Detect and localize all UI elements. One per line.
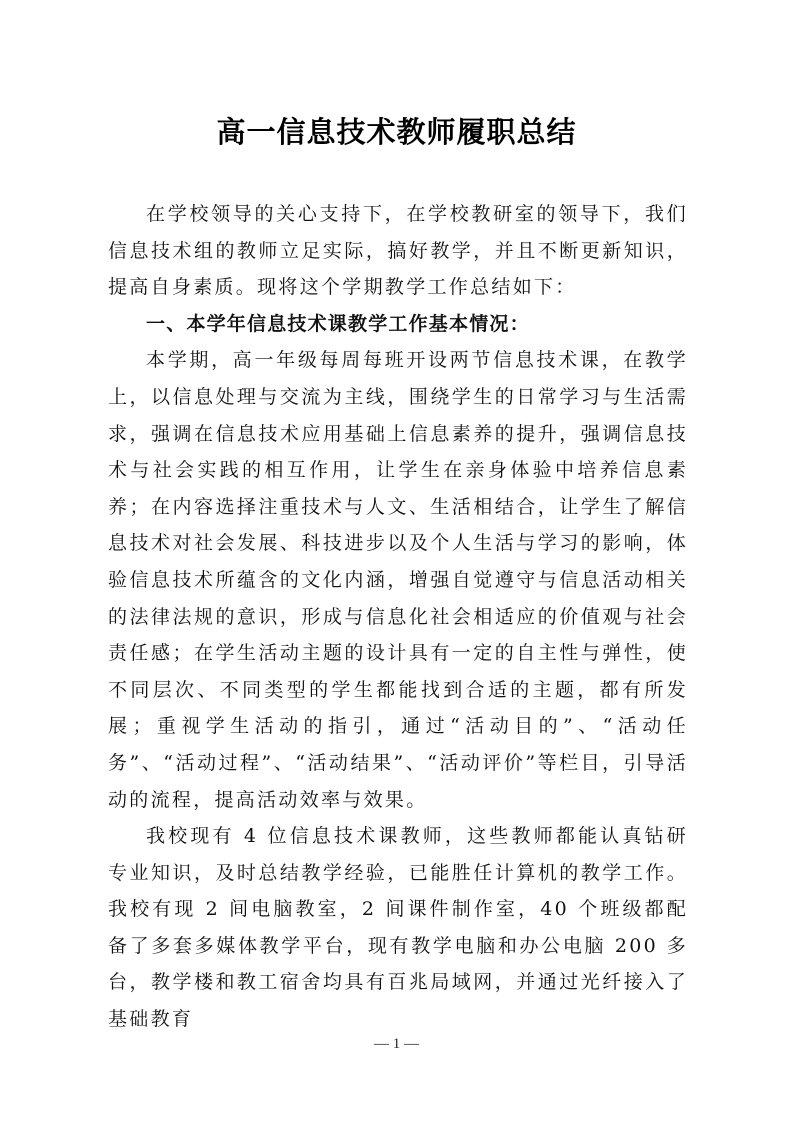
resources-paragraph: 我校现有 4 位信息技术课教师，这些教师都能认真钻研专业知识，及时总结教学经验，已能胜任计算机的教学工作。我校有现 2 间电脑教室，2 间课件制作室，40 个班级都配备了多套多媒体教学平台，现有教学电脑和办公电脑 200 多台，教学楼和教工宿舍均具有百兆局域网，并通过光纤接入了基础教育 (108, 825, 688, 1031)
document-title: 高一信息技术教师履职总结 (216, 115, 577, 149)
document-body (108, 196, 688, 1038)
section-heading: 一、本学年信息技术课教学工作基本情况： (146, 312, 530, 335)
page-number: — 1 — (374, 1036, 419, 1052)
teaching-paragraph: 本学期，高一年级每周每班开设两节信息技术课，在教学上，以信息处理与交流为主线，围绕学生的日常学习与生活需求，强调在信息技术应用基础上信息素养的提升，强调信息技术与社会实践的相互作用，让学生在亲身体验中培养信息素养；在内容选择注重技术与人文、生活相结合，让学生了解信息技术对社会发展、科技进步以及个人生活与学习的影响，体验信息技术所蕴含的文化内涵，增强自觉遵守与信息活动相关的法律法规的意识，形成与信息化社会相适应的价值观与社会责任感；在学生活动主题的设计具有一定的自主性与弹性，使不同层次、不同类型的学生都能找到合适的主题，都有所发展；重视学生活动的指引，通过“活动目的”、“活动任务”、“活动过程”、“活动结果”、“活动评价”等栏目，引导活动的流程，提高活动效率与效果。 (108, 349, 688, 811)
intro-paragraph: 在学校领导的关心支持下，在学校教研室的领导下，我们信息技术组的教师立足实际，搞好教学，并且不断更新知识，提高自身素质。现将这个学期教学工作总结如下： (108, 203, 688, 299)
